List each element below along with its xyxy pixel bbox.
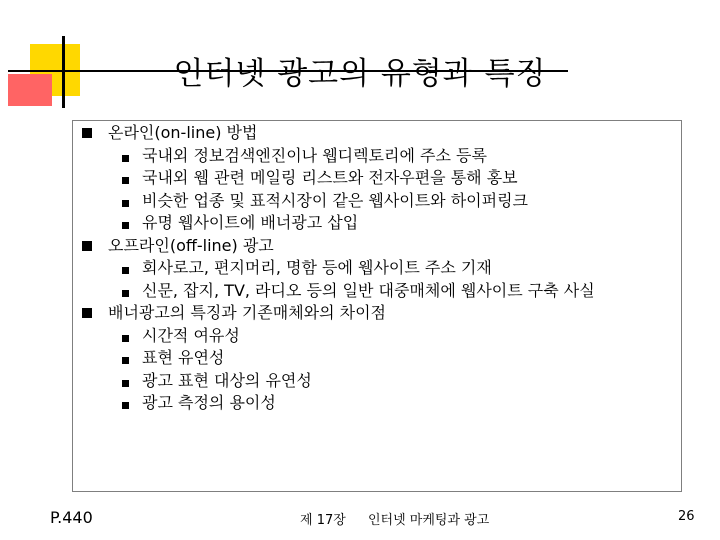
list-item <box>82 190 674 213</box>
list-item-text: 신문, 잡지, TV, 라디오 등의 일반 대중매체에 웹사이트 구축 사실 <box>142 280 595 300</box>
list-item-text: 오프라인(off-line) 광고 <box>108 235 274 255</box>
square-bullet-icon <box>122 380 129 387</box>
list-item-text: 회사로고, 편지머리, 명함 등에 웹사이트 주소 기재 <box>142 258 492 277</box>
square-bullet-icon <box>122 290 129 297</box>
list-item <box>82 167 674 190</box>
list-item <box>82 370 674 393</box>
square-bullet-icon <box>82 241 92 251</box>
list-item <box>82 392 674 415</box>
chapter-label: 제 17장 <box>300 513 346 528</box>
square-bullet-icon <box>122 357 129 364</box>
square-bullet-icon <box>122 267 129 274</box>
list-item-text: 시간적 여유성 <box>142 325 240 345</box>
list-item-text: 비슷한 업종 및 표적시장이 같은 웹사이트와 하이퍼링크 <box>142 190 529 210</box>
list-item-text: 광고 측정의 용이성 <box>142 393 276 412</box>
slide-title: 인터넷 광고의 유형과 특징 <box>173 56 547 92</box>
list-item <box>82 145 674 168</box>
list-item <box>82 212 674 235</box>
list-item <box>82 257 674 280</box>
list-item-text: 표현 유연성 <box>142 348 225 367</box>
list-item <box>82 280 674 303</box>
square-bullet-icon <box>82 128 92 138</box>
square-bullet-icon <box>122 222 129 229</box>
square-bullet-icon <box>82 308 92 318</box>
list-item <box>82 325 674 348</box>
list-item <box>82 347 674 370</box>
page-reference: P.440 <box>50 508 93 527</box>
list-item-text: 광고 표현 대상의 유연성 <box>142 370 312 390</box>
bullet-list <box>82 122 674 415</box>
square-bullet-icon <box>122 177 129 184</box>
list-item-text: 유명 웹사이트에 배너광고 삽입 <box>142 213 359 232</box>
list-item-text: 국내외 웹 관련 메일링 리스트와 전자우편을 통해 홍보 <box>142 168 518 187</box>
square-bullet-icon <box>122 335 129 342</box>
list-item-text: 온라인(on-line) 방법 <box>108 123 258 142</box>
course-title: 인터넷 마케팅과 광고 <box>368 513 490 528</box>
slide-number: 26 <box>678 509 695 524</box>
list-item-text: 배너광고의 특징과 기존매체와의 차이점 <box>108 303 387 322</box>
square-bullet-icon <box>122 155 129 162</box>
list-item <box>82 122 674 145</box>
list-item <box>82 302 674 325</box>
square-bullet-icon <box>122 200 129 207</box>
square-bullet-icon <box>122 402 129 409</box>
list-item-text: 국내외 정보검색엔진이나 웹디렉토리에 주소 등록 <box>142 145 487 165</box>
list-item <box>82 235 674 258</box>
